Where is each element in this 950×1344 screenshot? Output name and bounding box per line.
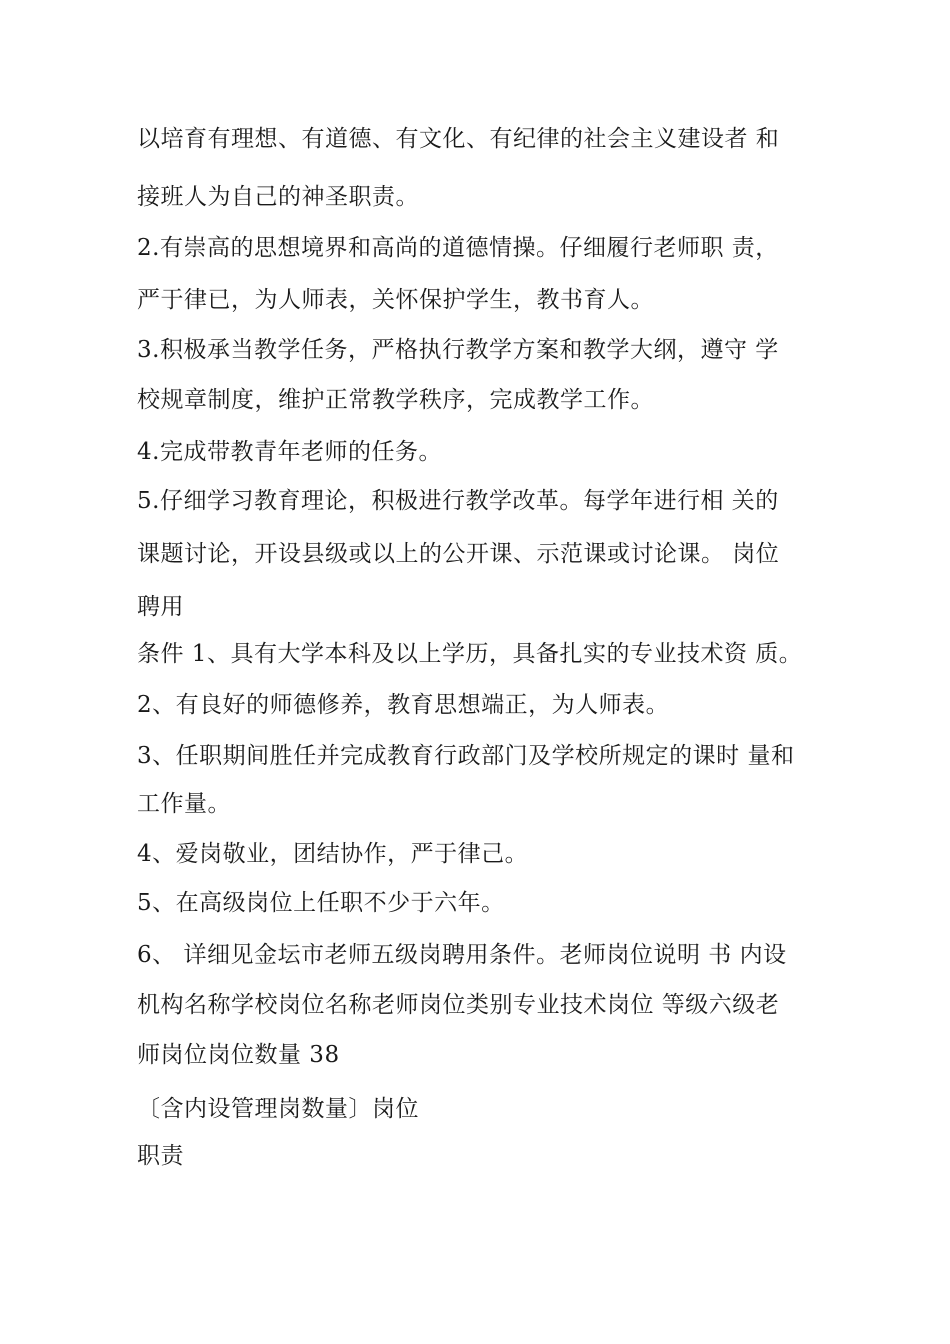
text-line: 3、任职期间胜任并完成教育行政部门及学校所规定的课时 量和 — [137, 743, 795, 769]
text-line: 2.有崇高的思想境界和高尚的道德情操。仔细履行老师职 责， — [137, 235, 779, 261]
text-line: 6、 详细见金坛市老师五级岗聘用条件。老师岗位说明 书 内设 — [137, 942, 787, 968]
text-line: 严于律已，为人师表，关怀保护学生，教书育人。 — [137, 287, 654, 313]
text-line: 机构名称学校岗位名称老师岗位类别专业技术岗位 等级六级老 — [137, 992, 780, 1018]
text-line: 师岗位岗位数量 38 — [137, 1042, 340, 1068]
text-line: 条件 1、具有大学本科及以上学历，具备扎实的专业技术资 质。 — [137, 641, 803, 667]
text-line: 工作量。 — [137, 791, 231, 817]
text-line: 校规章制度，维护正常教学秩序，完成教学工作。 — [137, 387, 654, 413]
text-line: 4.完成带教青年老师的任务。 — [137, 439, 442, 465]
text-line: 聘用 — [137, 594, 184, 620]
text-line: 职责 — [137, 1143, 184, 1169]
text-line: 4、爱岗敬业，团结协作，严于律己。 — [137, 841, 529, 867]
text-line: 〔含内设管理岗数量〕岗位 — [137, 1096, 419, 1122]
text-line: 以培育有理想、有道德、有文化、有纪律的社会主义建设者 和 — [137, 126, 780, 152]
text-line: 课题讨论，开设县级或以上的公开课、示范课或讨论课。 岗位 — [137, 541, 780, 567]
text-line: 5.仔细学习教育理论，积极进行教学改革。每学年进行相 关的 — [137, 488, 779, 514]
text-line: 接班人为自己的神圣职责。 — [137, 184, 419, 210]
text-line: 3.积极承当教学任务，严格执行教学方案和教学大纲，遵守 学 — [137, 337, 779, 363]
text-line: 2、有良好的师德修养，教育思想端正，为人师表。 — [137, 692, 670, 718]
text-line: 5、在高级岗位上任职不少于六年。 — [137, 890, 505, 916]
